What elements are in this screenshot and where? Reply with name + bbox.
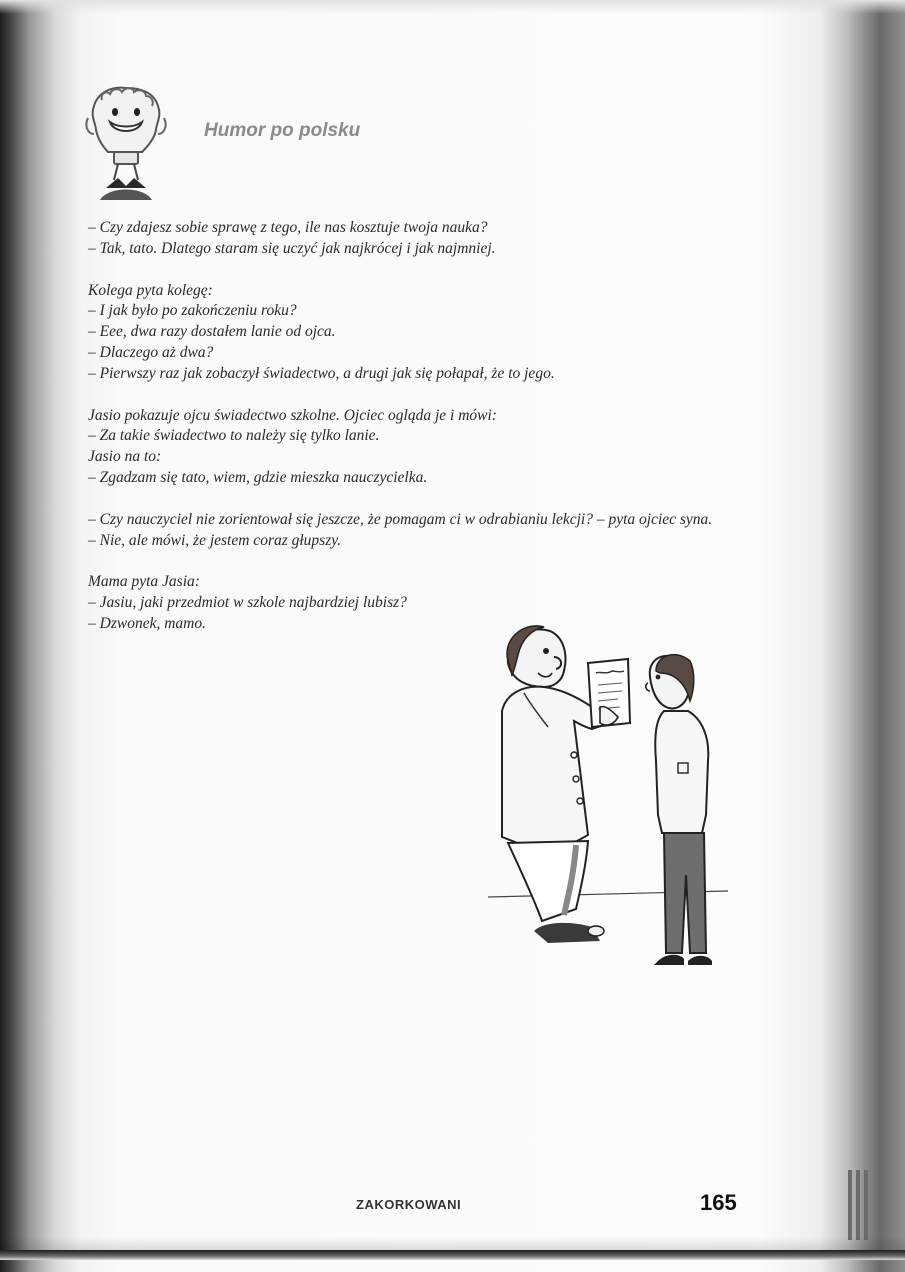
bottom-shade (0, 1236, 905, 1250)
joke-line: Mama pyta Jasia: (88, 573, 200, 591)
joke-line: – Czy nauczyciel nie zorientował się jeszcze, że pomagam ci w odrabianiu lekcji? – pyta ojciec syna. (88, 510, 713, 528)
spine-marks (846, 1170, 876, 1240)
smiling-lightbulb-icon (84, 82, 168, 202)
joke-line: – Za takie świadectwo to należy się tylko lanie. (88, 427, 380, 445)
joke-line: – I jak było po zakończeniu roku? (88, 302, 297, 320)
book-title: ZAKORKOWANI (356, 1197, 462, 1212)
jokes-list (88, 218, 788, 656)
section-header (84, 82, 404, 202)
joke-line: Jasio pokazuje ojcu świadectwo szkolne. Ojciec ogląda je i mówi: (88, 406, 497, 424)
joke-line: – Eee, dwa razy dostałem lanie od ojca. (88, 323, 336, 341)
joke-line: – Dzwonek, mamo. (88, 614, 206, 632)
section-title: Humor po polsku (204, 120, 361, 141)
joke-line: – Tak, tato. Dlatego staram się uczyć jak najkrócej i jak najmniej. (88, 239, 496, 257)
joke-1 (88, 218, 788, 260)
joke-2 (88, 281, 788, 385)
father-reading-report-card-illustration (488, 615, 733, 970)
bottom-scan-edge (0, 1250, 905, 1260)
joke-line: Jasio na to: (88, 448, 162, 466)
joke-line: – Czy zdajesz sobie sprawę z tego, ile nas kosztuje twoja nauka? (88, 219, 488, 236)
joke-line: – Pierwszy raz jak zobaczył świadectwo, a drugi jak się połapał, że to jego. (88, 364, 555, 382)
joke-4 (88, 510, 788, 552)
joke-line: Kolega pyta kolegę: (88, 281, 213, 299)
joke-line: – Jasiu, jaki przedmiot w szkole najbardziej lubisz? (88, 594, 407, 612)
joke-line: – Zgadzam się tato, wiem, gdzie mieszka nauczycielka. (88, 468, 428, 486)
paper-top-shadow (0, 0, 905, 14)
page-number: 165 (700, 1190, 737, 1215)
joke-3 (88, 406, 788, 489)
joke-line: – Nie, ale mówi, że jestem coraz głupszy. (88, 531, 342, 549)
joke-line: – Dlaczego aż dwa? (88, 343, 214, 361)
